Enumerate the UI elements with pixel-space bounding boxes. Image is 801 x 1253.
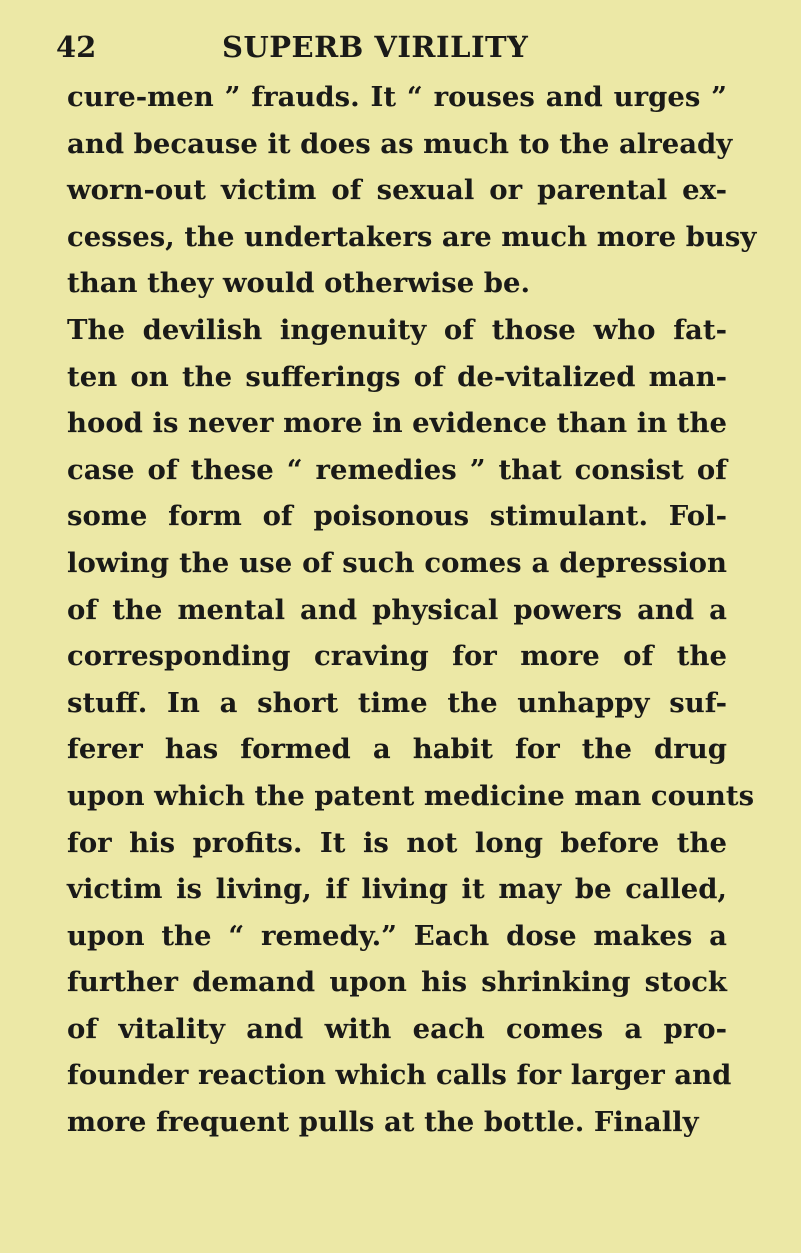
text-line: worn-out victim of sexual or parental ex-	[67, 174, 727, 207]
text-line: some form of poisonous stimulant. Fol-	[67, 500, 727, 533]
text-line: of the mental and physical powers and a	[67, 593, 727, 626]
body-text	[67, 74, 757, 1146]
text-line: The devilish ingenuity of those who fat-	[67, 313, 727, 346]
running-head	[56, 22, 756, 72]
text-line: than they would otherwise be.	[67, 267, 531, 300]
text-line: corresponding craving for more of the	[67, 640, 727, 673]
text-line: founder reaction which calls for larger and	[67, 1059, 732, 1092]
text-line: lowing the use of such comes a depression	[67, 546, 727, 579]
text-line: victim is living, if living it may be called,	[67, 873, 727, 906]
text-line: more frequent pulls at the bottle. Finally	[67, 1106, 699, 1139]
text-line: upon which the patent medicine man counts	[67, 779, 755, 812]
text-line: ten on the sufferings of de-vitalized man-	[67, 360, 727, 393]
text-line: case of these “ remedies ” that consist of	[67, 453, 727, 486]
text-line: cure-men ” frauds. It “ rouses and urges ”	[67, 81, 727, 113]
text-line: upon the “ remedy.” Each dose makes a	[67, 919, 727, 952]
page-number: 42	[56, 30, 97, 64]
running-title: SUPERB VIRILITY	[222, 30, 529, 64]
text-line: stuff. In a short time the unhappy suf-	[67, 686, 727, 719]
text-line: further demand upon his shrinking stock	[67, 966, 727, 999]
text-line: cesses, the undertakers are much more busy	[67, 220, 757, 253]
text-line: hood is never more in evidence than in the	[67, 407, 727, 440]
text-line: ferer has formed a habit for the drug	[67, 733, 727, 766]
text-line: of vitality and with each comes a pro-	[67, 1012, 727, 1045]
text-line: for his profits. It is not long before the	[67, 826, 727, 859]
text-line: and because it does as much to the already	[67, 127, 733, 160]
